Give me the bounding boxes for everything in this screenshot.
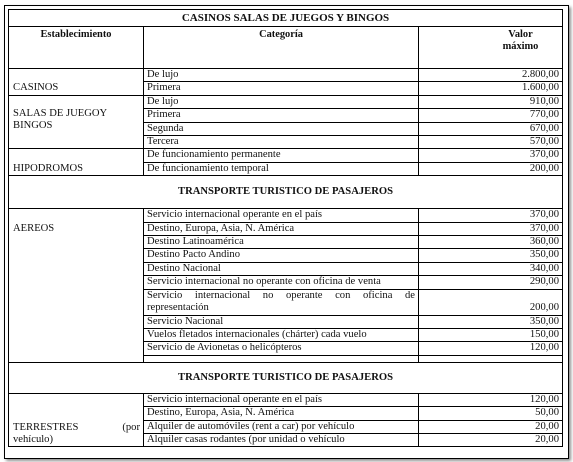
section-heading: TRANSPORTE TURISTICO DE PASAJEROS bbox=[9, 362, 563, 393]
valor-cell: 290,00 bbox=[419, 276, 563, 289]
categoria-cell: Destino Latinoamérica bbox=[144, 236, 419, 249]
categoria-line: representación bbox=[147, 302, 209, 314]
valor-cell: 570,00 bbox=[419, 136, 563, 149]
establecimiento-casinos: CASINOS bbox=[9, 69, 144, 96]
categoria-cell: Servicio internacional no operante con oficina de venta bbox=[144, 276, 419, 289]
valor-cell: 2.800,00 bbox=[419, 69, 563, 82]
table-title: CASINOS SALAS DE JUEGOS Y BINGOS bbox=[9, 10, 563, 27]
categoria-cell: Primera bbox=[144, 82, 419, 95]
terrestres-label: TERRESTRES bbox=[13, 421, 79, 433]
header-valor-text: Valor máximo bbox=[502, 29, 539, 53]
categoria-cell: Destino, Europa, Asia, N. América bbox=[144, 222, 419, 235]
categoria-cell-multiline bbox=[144, 289, 419, 315]
spacer-cell bbox=[419, 355, 563, 362]
categoria-cell: Vuelos fletados internacionales (chárter) cada vuelo bbox=[144, 328, 419, 341]
categoria-cell: Destino Pacto Andino bbox=[144, 249, 419, 262]
section-row bbox=[9, 176, 563, 209]
categoria-cell: Servicio internacional operante en el país bbox=[144, 209, 419, 222]
categoria-cell: Alquiler casas rodantes (por unidad o vehículo bbox=[144, 433, 419, 446]
table-row bbox=[9, 209, 563, 222]
section-heading: TRANSPORTE TURISTICO DE PASAJEROS bbox=[9, 176, 563, 209]
categoria-cell: Destino, Europa, Asia, N. América bbox=[144, 407, 419, 420]
terrestres-por: (por bbox=[122, 421, 140, 433]
categoria-cell: De lujo bbox=[144, 95, 419, 108]
establecimiento-salas: SALAS DE JUEGOY BINGOS bbox=[9, 95, 144, 149]
establecimiento-hipodromos: HIPODROMOS bbox=[9, 149, 144, 176]
table-row bbox=[9, 95, 563, 108]
valor-cell: 360,00 bbox=[419, 236, 563, 249]
establecimiento-aereos: AEREOS bbox=[9, 209, 144, 362]
table-row bbox=[9, 393, 563, 406]
valor-cell: 120,00 bbox=[419, 342, 563, 355]
categoria-cell: Tercera bbox=[144, 136, 419, 149]
valor-cell: 50,00 bbox=[419, 407, 563, 420]
categoria-cell: Servicio internacional operante en el país bbox=[144, 393, 419, 406]
categoria-cell: Servicio Nacional bbox=[144, 315, 419, 328]
valor-cell: 770,00 bbox=[419, 109, 563, 122]
categoria-cell: De lujo bbox=[144, 69, 419, 82]
valor-cell: 340,00 bbox=[419, 262, 563, 275]
valor-cell: 350,00 bbox=[419, 249, 563, 262]
categoria-cell: Alquiler de automóviles (rent a car) por vehículo bbox=[144, 420, 419, 433]
spacer-cell bbox=[144, 355, 419, 362]
valor-cell: 200,00 bbox=[419, 162, 563, 175]
categoria-cell: Destino Nacional bbox=[144, 262, 419, 275]
valor-cell: 1.600,00 bbox=[419, 82, 563, 95]
valor-cell: 910,00 bbox=[419, 95, 563, 108]
valor-cell: 350,00 bbox=[419, 315, 563, 328]
valor-cell: 120,00 bbox=[419, 393, 563, 406]
header-categoria: Categoría bbox=[144, 27, 419, 69]
table-row bbox=[9, 149, 563, 162]
valor-cell: 20,00 bbox=[419, 420, 563, 433]
tariff-table bbox=[8, 9, 563, 447]
header-valor bbox=[419, 27, 563, 69]
categoria-cell: Segunda bbox=[144, 122, 419, 135]
header-row bbox=[9, 27, 563, 69]
valor-cell: 370,00 bbox=[419, 222, 563, 235]
terrestres-vehiculo: vehículo) bbox=[13, 433, 54, 445]
valor-cell: 200,00 bbox=[419, 289, 563, 315]
section-row bbox=[9, 362, 563, 393]
terrestres-line bbox=[13, 422, 140, 434]
categoria-cell: Primera bbox=[144, 109, 419, 122]
title-row bbox=[9, 10, 563, 27]
valor-cell: 150,00 bbox=[419, 328, 563, 341]
categoria-cell: De funcionamiento permanente bbox=[144, 149, 419, 162]
valor-cell: 20,00 bbox=[419, 433, 563, 446]
categoria-cell: Servicio de Avionetas o helicópteros bbox=[144, 342, 419, 355]
table-row bbox=[9, 69, 563, 82]
header-establecimiento: Establecimiento bbox=[9, 27, 144, 69]
establecimiento-terrestres bbox=[9, 393, 144, 447]
valor-cell: 370,00 bbox=[419, 149, 563, 162]
categoria-cell: De funcionamiento temporal bbox=[144, 162, 419, 175]
valor-cell: 370,00 bbox=[419, 209, 563, 222]
categoria-line: Servicio internacional no operante con oficina de bbox=[147, 289, 415, 301]
valor-cell: 670,00 bbox=[419, 122, 563, 135]
